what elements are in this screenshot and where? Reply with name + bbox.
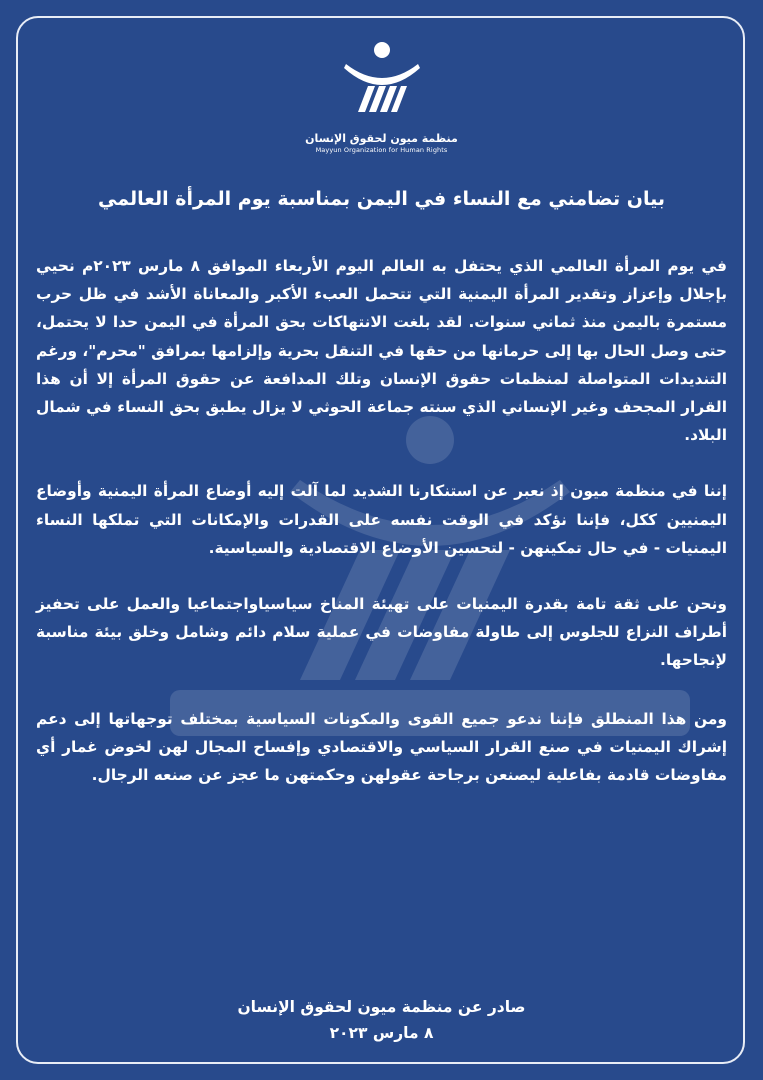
statement-paragraph-2: إننا في منظمة ميون إذ نعبر عن استنكارنا الشديد لما آلت إليه أوضاع المرأة اليمنية وأوضاع اليمنيين ككل، فإننا نؤكد في الوقت نفسه على القدرات والإمكانات التي تملكها النساء اليمنيات - في حال تمكينهن - لتحسين الأوضاع الاقتصادية والسياسية. — [36, 482, 727, 557]
statement-paragraph-3: ونحن على ثقة تامة بقدرة اليمنيات على تهيئة المناخ سياسياواجتماعيا والعمل على تحفيز أطراف النزاع للجلوس إلى طاولة مفاوضات في عملية سلام دائم وشامل وخلق بيئة مناسبة لإنجاحها. — [36, 595, 727, 670]
page-title: بيان تضامني مع النساء في اليمن بمناسبة يوم المرأة العالمي — [98, 188, 665, 210]
statement-body — [36, 252, 727, 789]
issuer-line: صادر عن منظمة ميون لحقوق الإنسان — [237, 998, 526, 1016]
statement-paragraph-4: ومن هذا المنطلق فإننا ندعو جميع القوى والمكونات السياسية بمختلف توجهاتها إلى دعم إشراك اليمنيات في صنع القرار السياسي والاقتصادي وإفساح المجال لهن لخوض غمار أي مفاوضات قادمة بفاعلية ليصنعن برجاحة عقولهن وحكمتهن ما عجز عن صنعه الرجال. — [36, 709, 727, 785]
mayyun-logo-icon — [332, 40, 432, 130]
organization-name-arabic: منظمة ميون لحقوق الإنسان — [305, 132, 458, 145]
issue-date: ٨ مارس ٢٠٢٣ — [329, 1024, 434, 1042]
organization-logo — [0, 40, 763, 154]
organization-name-english: Mayyun Organization for Human Rights — [315, 146, 448, 154]
signature-block — [0, 994, 763, 1046]
statement-paragraph-1: في يوم المرأة العالمي الذي يحتفل به العالم اليوم الأربعاء الموافق ٨ مارس ٢٠٢٣م نحيي بإجلال وإعزاز وتقدير المرأة اليمنية التي تتحمل العبء الأكبر والمعاناة الأشد في ظل حرب مستمرة باليمن منذ ثماني سنوات. لقد بلغت الانتهاكات بحق المرأة في اليمن حدا لا يحتمل، حتى وصل الحال بها إلى حرمانها من حقها في التنقل بحرية وإلزامها بمرافق "محرم"، ورغم التنديدات المتواصلة لمنظمات حقوق الإنسان وتلك المدافعة عن حقوق المرأة إلا أن هذا القرار المجحف وغير الإنساني الذي سنته جماعة الحوثي لا يزال يطبق بحق النساء في شمال البلاد. — [36, 257, 727, 445]
